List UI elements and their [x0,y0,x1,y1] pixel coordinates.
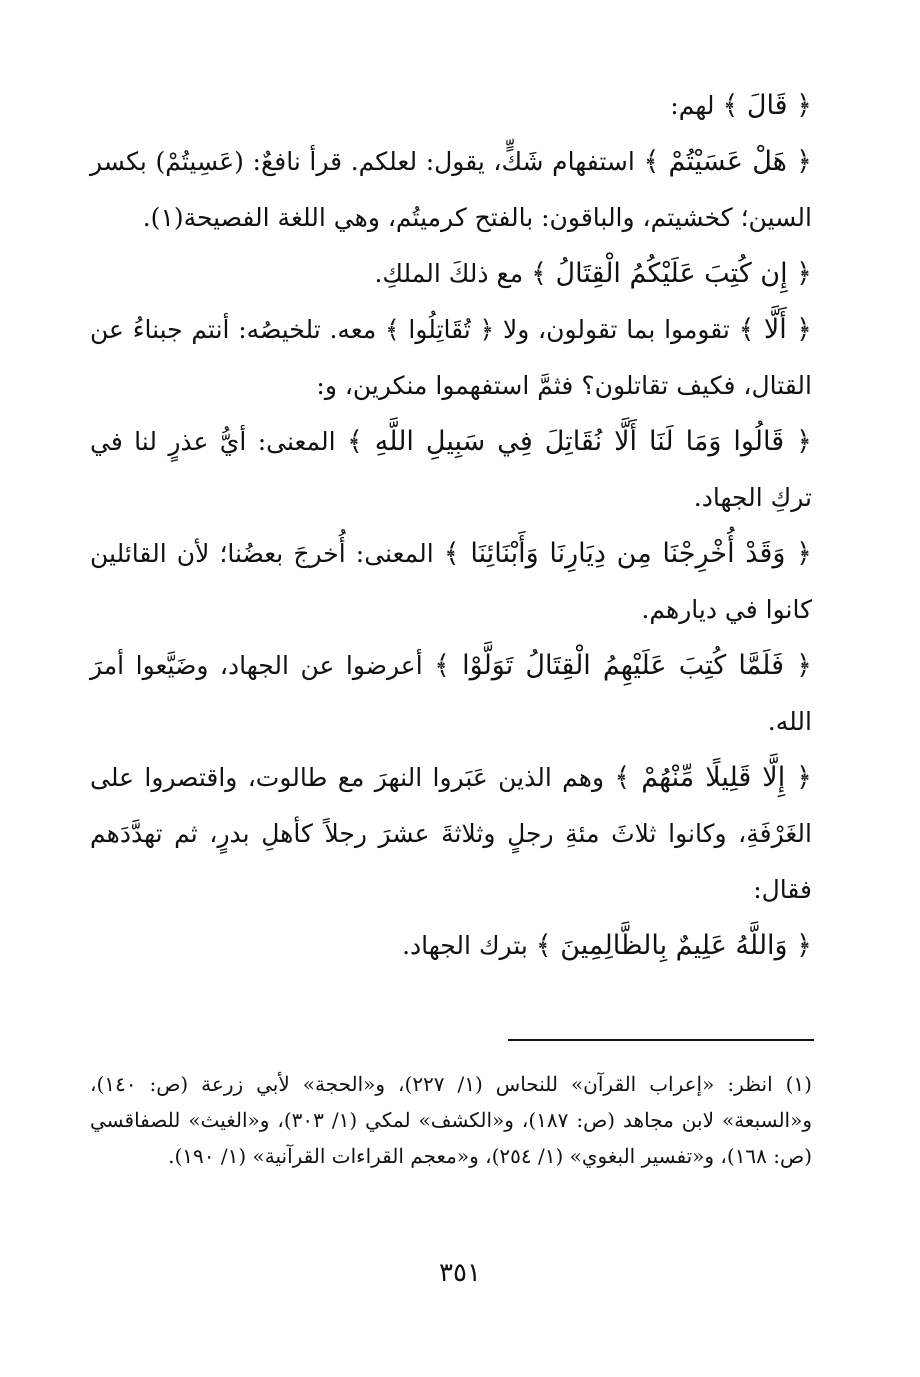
quran-verse: ﴿ هَلْ عَسَيْتُمْ ﴾ [643,146,812,177]
quran-verse: ﴿ إِن كُتِبَ عَلَيْكُمُ الْقِتَالُ ﴾ [531,258,812,289]
quran-verse: ﴿ وَقَدْ أُخْرِجْنَا مِن دِيَارِنَا وَأَبْنَائِنَا ﴾ [443,538,812,569]
paragraph-1 [90,78,812,134]
quran-verse: ﴿ إِلَّا قَلِيلًا مِّنْهُمْ ﴾ [614,762,812,793]
commentary-text: المعنى: أيُّ عذرٍ لنا في تركِ الجهاد. [90,427,812,512]
main-text [90,78,812,974]
commentary-text: وهم الذين عَبَروا النهرَ مع طالوت، واقتصروا على الغَرْفَةِ، وكانوا ثلاثَ مئةِ رجلٍ وثلاثةَ عشرَ رجلاً كأهلِ بدرٍ، ثم تهدَّدَهم فقال: [90,763,812,904]
commentary-text: بترك الجهاد. [402,931,536,960]
paragraph-6 [90,526,812,638]
paragraph-7 [90,638,812,750]
commentary-text: أعرضوا عن الجهاد، وضَيَّعوا أمرَ الله. [90,651,812,736]
quran-verse: ﴿ أَلَّا ﴾ [738,314,812,345]
paragraph-5 [90,414,812,526]
quran-verse: ﴿ قَالَ ﴾ [722,90,812,121]
quran-verse: ﴿ قَالُوا وَمَا لَنَا أَلَّا نُقَاتِلَ فِي سَبِيلِ اللَّهِ ﴾ [346,426,813,457]
footnote-divider [508,1039,814,1041]
commentary-text: تقوموا بما تقولون، ولا ﴿ تُقَاتِلُوا ﴾ معه. تلخيصُه: أنتم جبناءُ عن القتال، فكيف تقاتلون؟ فثمَّ استفهموا منكرين، و: [90,315,812,400]
paragraph-2 [90,134,812,246]
page-number: ٣٥١ [439,1258,481,1288]
quran-verse: ﴿ فَلَمَّا كُتِبَ عَلَيْهِمُ الْقِتَالُ تَوَلَّوْا ﴾ [434,650,812,681]
quran-verse: ﴿ وَاللَّهُ عَلِيمٌ بِالظَّالِمِينَ ﴾ [535,930,812,961]
paragraph-4 [90,302,812,414]
paragraph-8 [90,750,812,918]
paragraph-3 [90,246,812,302]
footnote: (١) انظر: «إعراب القرآن» للنحاس (١/ ٢٢٧)، و«الحجة» لأبي زرعة (ص: ١٤٠)، و«السبعة» لابن مجاهد (ص: ١٨٧)، و«الكشف» لمكي (١/ ٣٠٣)، و«الغيث» للصفاقسي (ص: ١٦٨)، و«تفسير البغوي» (١/ ٢٥٤)، و«معجم القراءات القرآنية» (١/ ١٩٠). [90,1072,813,1168]
commentary-text: لهم: [670,91,723,120]
paragraph-9 [90,918,812,974]
commentary-text: استفهام شَكٍّ، يقول: لعلكم. قرأ نافعٌ: (عَسِيتُمْ) بكسر السين؛ كخشيتم، والباقون: بالفتح كرميتُم، وهي اللغة الفصيحة(١). [90,147,812,232]
commentary-text: مع ذلكَ الملكِ. [374,259,532,288]
commentary-text: المعنى: أُخرجَ بعضُنا؛ لأن القائلين كانوا في ديارهم. [90,539,812,624]
